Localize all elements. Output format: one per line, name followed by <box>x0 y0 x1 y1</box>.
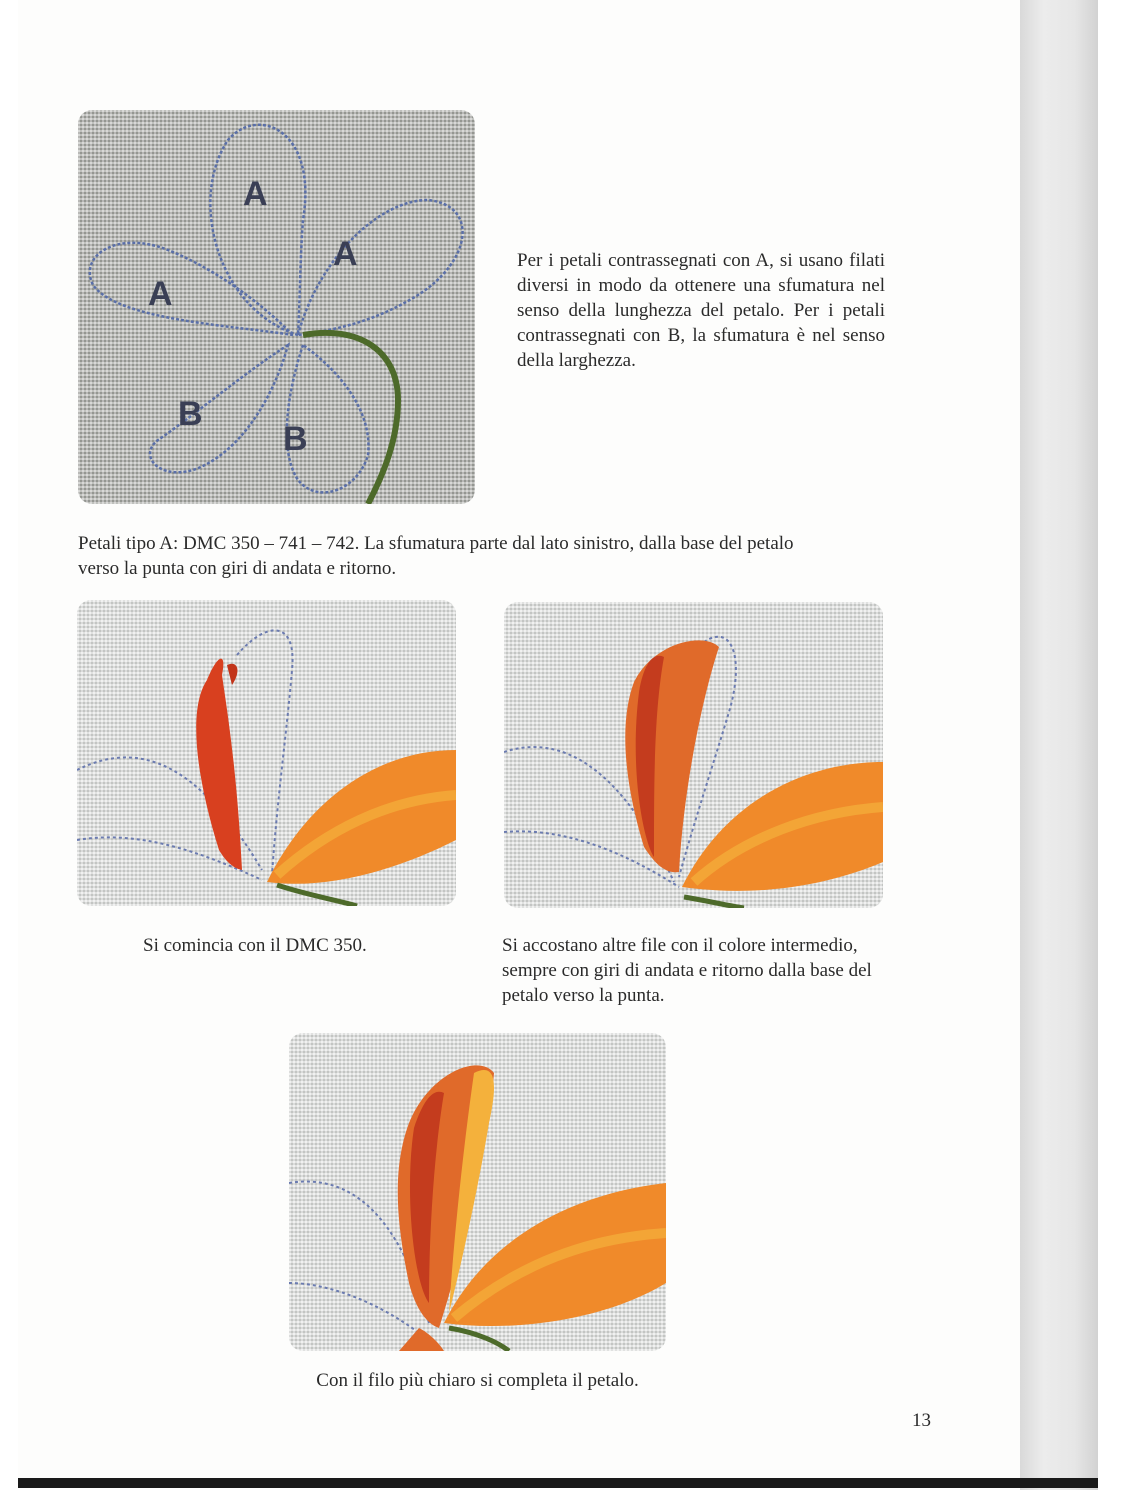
photo-flower-design-outline <box>78 110 475 504</box>
caption-step-2: Si accostano altre file con il colore intermedio, sempre con giri di andata e ritorno dalla base del petalo verso la punta. <box>502 935 872 1006</box>
caption-step-3: Con il filo più chiaro si completa il petalo. <box>316 1370 639 1391</box>
petal-dmc-350 <box>196 659 242 870</box>
stem <box>303 333 398 504</box>
intro-paragraph: Per i petali contrassegnati con A, si usano filati diversi in modo da ottenere una sfumatura nel senso della lunghezza del petalo. Per i petali contrassegnati con B, la sfumatura è nel senso della larghezza. <box>517 250 885 371</box>
petal-outline-bottom-right <box>287 345 369 492</box>
scan-bottom-edge <box>18 1478 1098 1488</box>
petal-type-paragraph-line-1: Petali tipo A: DMC 350 – 741 – 742. La sfumatura parte dal lato sinistro, dalla base del petalo <box>78 533 794 554</box>
photo-step-3 <box>289 1033 666 1351</box>
page-number: 13 <box>912 1410 931 1431</box>
petal-label-b-right: B <box>283 420 308 458</box>
step-2-embroidery <box>504 602 883 908</box>
step-1-embroidery <box>77 600 456 906</box>
photo-step-2 <box>504 602 883 908</box>
petal-type-paragraph-line-2: verso la punta con giri di andata e ritorno. <box>78 558 397 579</box>
petal-outline-bottom-left <box>150 345 288 472</box>
caption-step-1: Si comincia con il DMC 350. <box>143 935 367 956</box>
petal-label-a-left: A <box>148 275 173 313</box>
flower-outline-drawing <box>78 110 475 504</box>
petal-outline-left <box>90 243 293 335</box>
petal-label-b-left: B <box>178 395 203 433</box>
petal-label-a-right: A <box>333 235 358 273</box>
petal-label-a-top: A <box>243 175 268 213</box>
photo-step-1 <box>77 600 456 906</box>
petal-outline-right <box>298 200 463 335</box>
step-3-embroidery <box>289 1033 666 1351</box>
page-edge-shadow <box>1020 0 1098 1490</box>
